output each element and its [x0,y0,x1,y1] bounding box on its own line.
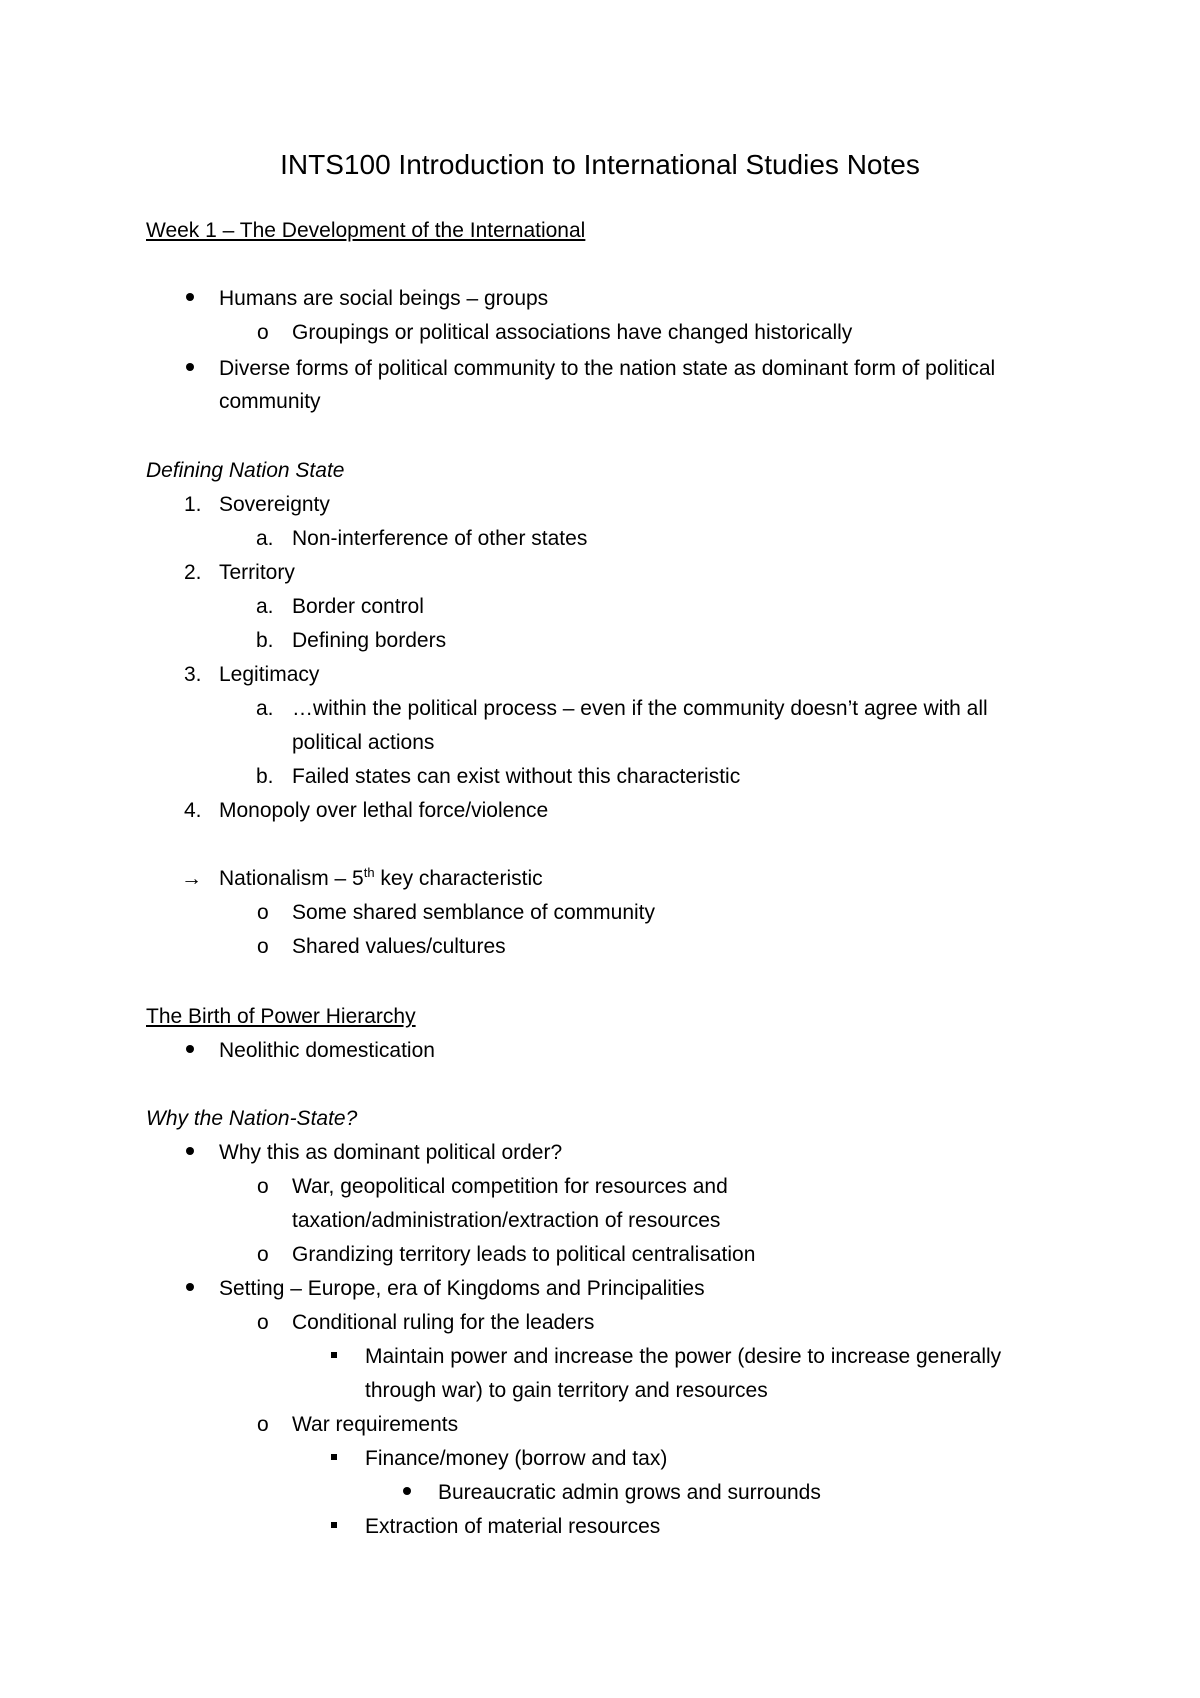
list-number: 2. [184,561,202,584]
sub-bullet-text: War requirements [292,1413,459,1436]
bullet-text: Neolithic domestication [219,1039,435,1062]
sub-bullet-text: War, geopolitical competition for resources and [292,1175,728,1198]
arrow-icon: → [181,867,202,890]
section-heading-defining-nation-state: Defining Nation State [146,459,345,482]
list-letter: a. [256,595,274,618]
nationalism-text: Nationalism – 5 [219,867,364,890]
list-item-text: Territory [219,561,295,584]
sub-sub-bullet-text: Finance/money (borrow and tax) [365,1447,668,1470]
square-bullet-icon [331,1522,337,1528]
sub-bullet-text: Grandizing territory leads to political centralisation [292,1243,756,1266]
list-item-text: Monopoly over lethal force/violence [219,799,549,822]
list-number: 1. [184,493,202,516]
bullet-dot-icon [186,363,194,371]
list-number: 3. [184,663,202,686]
hollow-bullet-icon: o [257,1413,269,1436]
list-subitem-text: Failed states can exist without this characteristic [292,765,741,788]
bullet-dot-icon [403,1487,411,1495]
list-letter: a. [256,697,274,720]
square-bullet-icon [331,1454,337,1460]
list-item-text: Legitimacy [219,663,320,686]
sub-bullet-text-continued: taxation/administration/extraction of resources [292,1209,721,1232]
bullet-dot-icon [186,1045,194,1053]
bullet-dot-icon [186,1283,194,1291]
section-heading-birth-of-power-hierarchy: The Birth of Power Hierarchy [146,1005,416,1028]
sub-bullet-text: Conditional ruling for the leaders [292,1311,595,1334]
page-title: INTS100 Introduction to International Studies Notes [280,149,920,180]
bullet-text: Diverse forms of political community to the nation state as dominant form of political [219,357,996,380]
nationalism-line [219,865,543,893]
hollow-bullet-icon: o [257,1311,269,1334]
bullet-text: Setting – Europe, era of Kingdoms and Principalities [219,1277,705,1300]
list-subitem-text: Border control [292,595,424,618]
sub-sub-bullet-text: Extraction of material resources [365,1515,661,1538]
superscript-th: th [363,865,375,880]
list-subitem-text: Non-interference of other states [292,527,588,550]
sub-bullet-text: Shared values/cultures [292,935,506,958]
list-subitem-text-continued: political actions [292,731,435,754]
bullet-text-continued: community [219,390,321,413]
section-heading-week1: Week 1 – The Development of the International [146,219,586,242]
list-number: 4. [184,799,202,822]
sub-bullet-text: Some shared semblance of community [292,901,655,924]
sub-bullet-text: Groupings or political associations have changed historically [292,321,853,344]
sub-sub-bullet-text-continued: through war) to gain territory and resources [365,1379,768,1402]
bullet-dot-icon [186,293,194,301]
bullet-text: Why this as dominant political order? [219,1141,563,1164]
hollow-bullet-icon: o [257,1243,269,1266]
sub-sub-bullet-text: Maintain power and increase the power (desire to increase generally [365,1345,1002,1368]
list-letter: b. [256,765,274,788]
hollow-bullet-icon: o [257,1175,269,1198]
square-bullet-icon [331,1352,337,1358]
level4-bullet-text: Bureaucratic admin grows and surrounds [438,1481,821,1504]
hollow-bullet-icon: o [257,321,269,344]
list-letter: b. [256,629,274,652]
hollow-bullet-icon: o [257,935,269,958]
hollow-bullet-icon: o [257,901,269,924]
bullet-text: Humans are social beings – groups [219,287,549,310]
list-letter: a. [256,527,274,550]
nationalism-text-end: key characteristic [374,867,543,890]
list-subitem-text: Defining borders [292,629,447,652]
bullet-dot-icon [186,1147,194,1155]
list-subitem-text: …within the political process – even if the community doesn’t agree with all [292,697,988,720]
section-heading-why-nation-state: Why the Nation-State? [146,1107,358,1130]
list-item-text: Sovereignty [219,493,330,516]
